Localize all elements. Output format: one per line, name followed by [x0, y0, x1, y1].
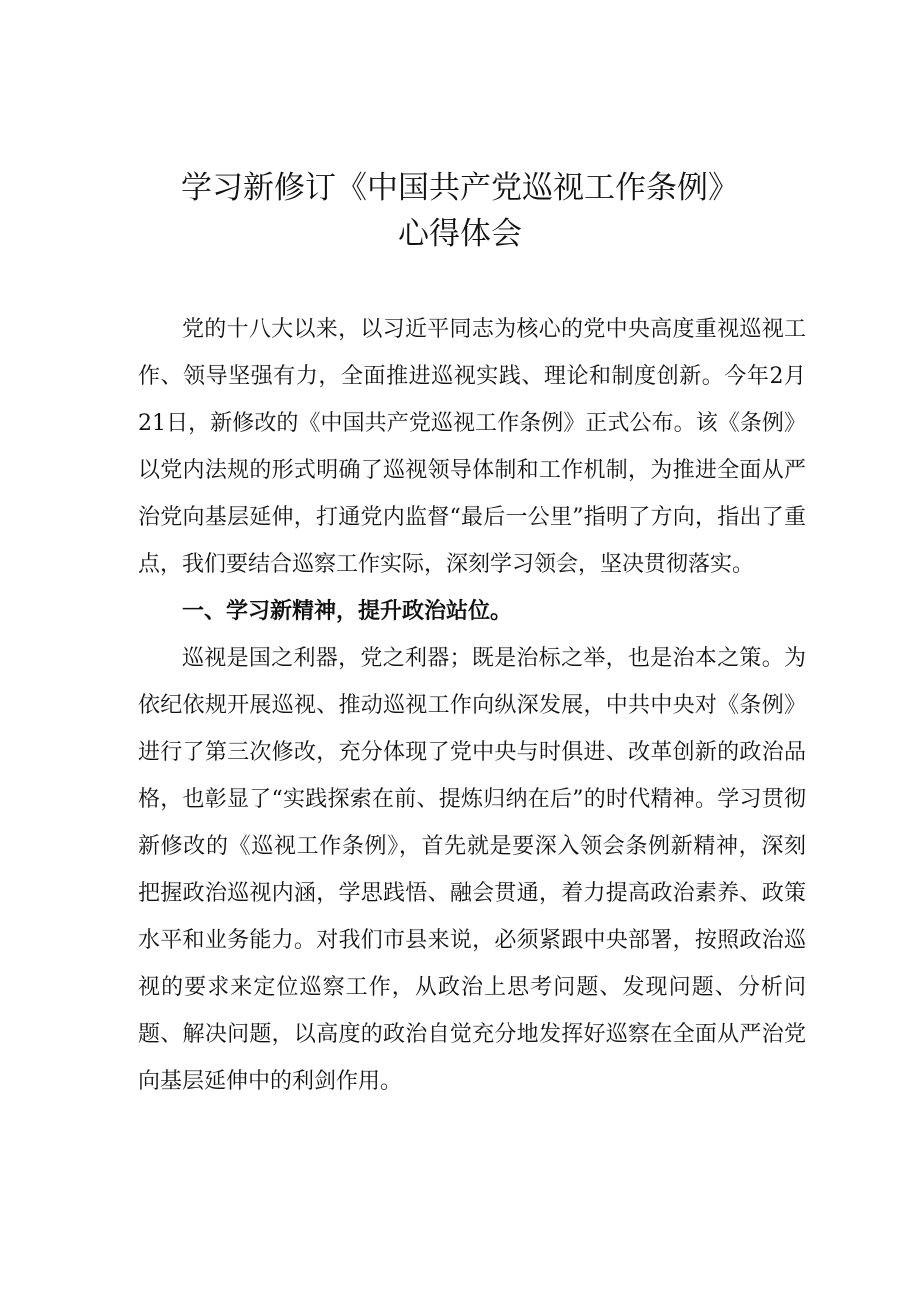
document-body: [138, 306, 806, 1105]
intro-paragraph: 党的十八大以来，以习近平同志为核心的党中央高度重视巡视工作、领导坚强有力，全面推进巡视实践、理论和制度创新。今年2月21日，新修改的《中国共产党巡视工作条例》正式公布。该《条例》以党内法规的形式明确了巡视领导体制和工作机制，为推进全面从严治党向基层延伸，打通党内监督“最后一公里”指明了方向，指出了重点，我们要结合巡察工作实际，深刻学习领会，坚决贯彻落实。: [138, 317, 806, 577]
document-title-line-1: 学习新修订《中国共产党巡视工作条例》: [181, 170, 739, 206]
section-1-paragraph: 巡视是国之利器，党之利器；既是治标之举，也是治本之策。为依纪依规开展巡视、推动巡视工作向纵深发展，中共中央对《条例》进行了第三次修改，充分体现了党中央与时俱进、改革创新的政治品格，也彰显了“实践探索在前、提炼归纳在后”的时代精神。学习贯彻新修改的《巡视工作条例》，首先就是要深入领会条例新精神，深刻把握政治巡视内涵，学思践悟、融会贯通，着力提高政治素养、政策水平和业务能力。对我们市县来说，必须紧跟中央部署，按照政治巡视的要求来定位巡察工作，从政治上思考问题、发现问题、分析问题、解决问题，以高度的政治自觉充分地发挥好巡察在全面从严治党向基层延伸中的利剑作用。: [138, 646, 806, 1094]
section-1-heading: 一、学习新精神，提升政治站位。: [182, 599, 513, 624]
document-title-line-2: 心得体会: [398, 216, 522, 252]
